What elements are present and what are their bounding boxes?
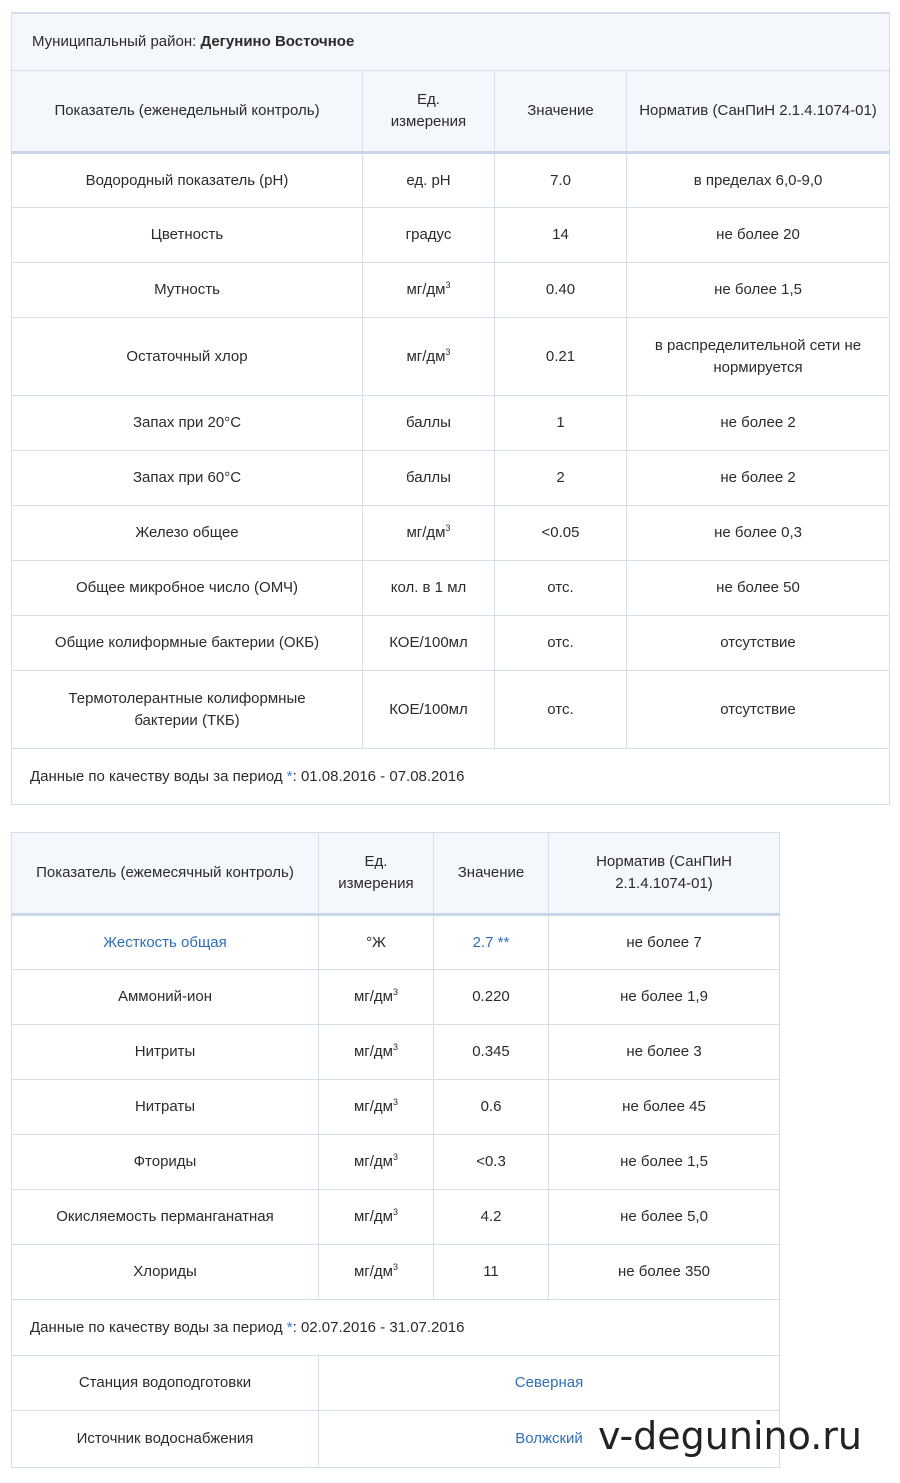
value-cell: 0.21 bbox=[495, 318, 627, 396]
table-row bbox=[12, 1135, 780, 1190]
district-name: Дегунино Восточное bbox=[200, 33, 355, 50]
unit-exponent: 3 bbox=[393, 1097, 399, 1107]
indicator-cell: Хлориды bbox=[12, 1245, 319, 1300]
unit-cell: баллы bbox=[363, 451, 495, 506]
header-unit: Ед. измерения bbox=[319, 833, 434, 915]
unit-exponent: 3 bbox=[393, 1152, 399, 1162]
unit-cell: баллы bbox=[363, 396, 495, 451]
value-cell: 1 bbox=[495, 396, 627, 451]
norm-cell: не более 2 bbox=[627, 396, 890, 451]
unit-cell: $мг/дм^3$ bbox=[363, 318, 495, 396]
table-row bbox=[12, 451, 890, 506]
indicator-cell: Общие колиформные бактерии (ОКБ) bbox=[12, 616, 363, 671]
value-cell: отс. bbox=[495, 671, 627, 749]
unit-exponent: 3 bbox=[445, 280, 451, 290]
norm-cell: не более 1,5 bbox=[627, 263, 890, 318]
table-row bbox=[12, 915, 780, 970]
value-cell: <0.3 bbox=[434, 1135, 549, 1190]
norm-cell: не более 45 bbox=[549, 1080, 780, 1135]
norm-cell: не более 3 bbox=[549, 1025, 780, 1080]
norm-cell: не более 1,5 bbox=[549, 1135, 780, 1190]
unit-cell: кол. в 1 мл bbox=[363, 561, 495, 616]
header-value: Значение bbox=[495, 71, 627, 153]
norm-cell: в пределах 6,0-9,0 bbox=[627, 153, 890, 208]
value-cell: 0.220 bbox=[434, 970, 549, 1025]
header-indicator: Показатель (ежемесячный контроль) bbox=[12, 833, 319, 915]
unit-cell: $мг/дм^3$ bbox=[319, 1245, 434, 1300]
unit-cell: $мг/дм^3$ bbox=[319, 970, 434, 1025]
value-cell: <0.05 bbox=[495, 506, 627, 561]
watermark: v-degunino.ru bbox=[598, 1414, 862, 1458]
header-norm: Норматив (СанПиН 2.1.4.1074-01) bbox=[627, 71, 890, 153]
weekly-period: Данные по качеству воды за период *: 01.08.2016 - 07.08.2016 bbox=[12, 749, 890, 805]
unit-cell: $мг/дм^3$ bbox=[319, 1190, 434, 1245]
header-norm: Норматив (СанПиН 2.1.4.1074-01) bbox=[549, 833, 780, 915]
unit-exponent: 3 bbox=[393, 987, 399, 997]
table-row bbox=[12, 970, 780, 1025]
unit-cell: $мг/дм^3$ bbox=[363, 263, 495, 318]
unit-exponent: 3 bbox=[393, 1042, 399, 1052]
unit-cell: $мг/дм^3$ bbox=[363, 506, 495, 561]
value-cell: 14 bbox=[495, 208, 627, 263]
value-cell: 0.40 bbox=[495, 263, 627, 318]
indicator-cell: Окисляемость перманганатная bbox=[12, 1190, 319, 1245]
table-row bbox=[12, 1190, 780, 1245]
indicator-cell[interactable]: Жесткость общая bbox=[12, 915, 319, 970]
norm-cell: не более 350 bbox=[549, 1245, 780, 1300]
value-cell: 7.0 bbox=[495, 153, 627, 208]
norm-cell: отсутствие bbox=[627, 616, 890, 671]
norm-cell: не более 2 bbox=[627, 451, 890, 506]
source-link[interactable]: Волжский bbox=[319, 1411, 780, 1468]
indicator-cell: Запах при 20°C bbox=[12, 396, 363, 451]
value-cell: отс. bbox=[495, 561, 627, 616]
unit-exponent: 3 bbox=[393, 1262, 399, 1272]
indicator-cell: Цветность bbox=[12, 208, 363, 263]
indicator-cell: Остаточный хлор bbox=[12, 318, 363, 396]
indicator-cell: Термотолерантные колиформные бактерии (ТКБ) bbox=[12, 671, 363, 749]
source-label: Источник водоснабжения bbox=[12, 1411, 319, 1468]
unit-exponent: 3 bbox=[445, 346, 451, 357]
table-row bbox=[12, 671, 890, 749]
indicator-cell: Запах при 60°C bbox=[12, 451, 363, 506]
table-row bbox=[12, 1025, 780, 1080]
indicator-cell: Фториды bbox=[12, 1135, 319, 1190]
norm-cell: в распределительной сети не нормируется bbox=[627, 318, 890, 396]
header-value: Значение bbox=[434, 833, 549, 915]
table-row bbox=[12, 1245, 780, 1300]
weekly-period-row bbox=[12, 749, 890, 805]
unit-exponent: 3 bbox=[393, 1207, 399, 1217]
value-cell: 0.345 bbox=[434, 1025, 549, 1080]
unit-cell: $мг/дм^3$ bbox=[319, 1135, 434, 1190]
value-cell: 11 bbox=[434, 1245, 549, 1300]
norm-cell: не более 20 bbox=[627, 208, 890, 263]
footnote-star[interactable]: * bbox=[286, 1318, 293, 1336]
station-row bbox=[12, 1356, 780, 1411]
norm-cell: не более 7 bbox=[549, 915, 780, 970]
weekly-header-row bbox=[12, 71, 890, 153]
value-cell: 0.6 bbox=[434, 1080, 549, 1135]
header-indicator: Показатель (еженедельный контроль) bbox=[12, 71, 363, 153]
header-unit: Ед. измерения bbox=[363, 71, 495, 153]
monthly-body bbox=[12, 915, 780, 1300]
table-row bbox=[12, 561, 890, 616]
indicator-cell: Нитраты bbox=[12, 1080, 319, 1135]
unit-cell: КОЕ/100мл bbox=[363, 671, 495, 749]
table-row bbox=[12, 396, 890, 451]
monthly-table bbox=[11, 832, 780, 1468]
unit-cell: $мг/дм^3$ bbox=[319, 1080, 434, 1135]
monthly-header-row bbox=[12, 833, 780, 915]
weekly-table bbox=[11, 12, 890, 805]
monthly-period: Данные по качеству воды за период *: 02.07.2016 - 31.07.2016 bbox=[12, 1300, 780, 1356]
unit-cell: КОЕ/100мл bbox=[363, 616, 495, 671]
weekly-body bbox=[12, 153, 890, 749]
value-cell: отс. bbox=[495, 616, 627, 671]
station-label: Станция водоподготовки bbox=[12, 1356, 319, 1411]
footnote-star[interactable]: * bbox=[286, 767, 293, 785]
norm-cell: не более 0,3 bbox=[627, 506, 890, 561]
indicator-cell: Мутность bbox=[12, 263, 363, 318]
station-link[interactable]: Северная bbox=[319, 1356, 780, 1411]
district-cell bbox=[12, 13, 890, 71]
table-row bbox=[12, 506, 890, 561]
unit-cell: $мг/дм^3$ bbox=[319, 1025, 434, 1080]
unit-cell: градус bbox=[363, 208, 495, 263]
unit-cell: °Ж bbox=[319, 915, 434, 970]
table-row bbox=[12, 1080, 780, 1135]
table-row bbox=[12, 153, 890, 208]
unit-cell: ед. pH bbox=[363, 153, 495, 208]
indicator-cell: Общее микробное число (ОМЧ) bbox=[12, 561, 363, 616]
norm-cell: не более 5,0 bbox=[549, 1190, 780, 1245]
indicator-cell: Железо общее bbox=[12, 506, 363, 561]
value-cell: 2 bbox=[495, 451, 627, 506]
value-cell[interactable]: 2.7 ** bbox=[434, 915, 549, 970]
indicator-cell: Аммоний-ион bbox=[12, 970, 319, 1025]
norm-cell: не более 1,9 bbox=[549, 970, 780, 1025]
norm-cell: отсутствие bbox=[627, 671, 890, 749]
table-row bbox=[12, 208, 890, 263]
table-row bbox=[12, 616, 890, 671]
district-row bbox=[12, 13, 890, 71]
table-row bbox=[12, 318, 890, 396]
unit-exponent: 3 bbox=[445, 523, 451, 533]
table-row bbox=[12, 263, 890, 318]
district-label: Муниципальный район: bbox=[32, 33, 197, 50]
indicator-cell: Водородный показатель (pH) bbox=[12, 153, 363, 208]
indicator-cell: Нитриты bbox=[12, 1025, 319, 1080]
value-cell: 4.2 bbox=[434, 1190, 549, 1245]
monthly-period-row bbox=[12, 1300, 780, 1356]
norm-cell: не более 50 bbox=[627, 561, 890, 616]
